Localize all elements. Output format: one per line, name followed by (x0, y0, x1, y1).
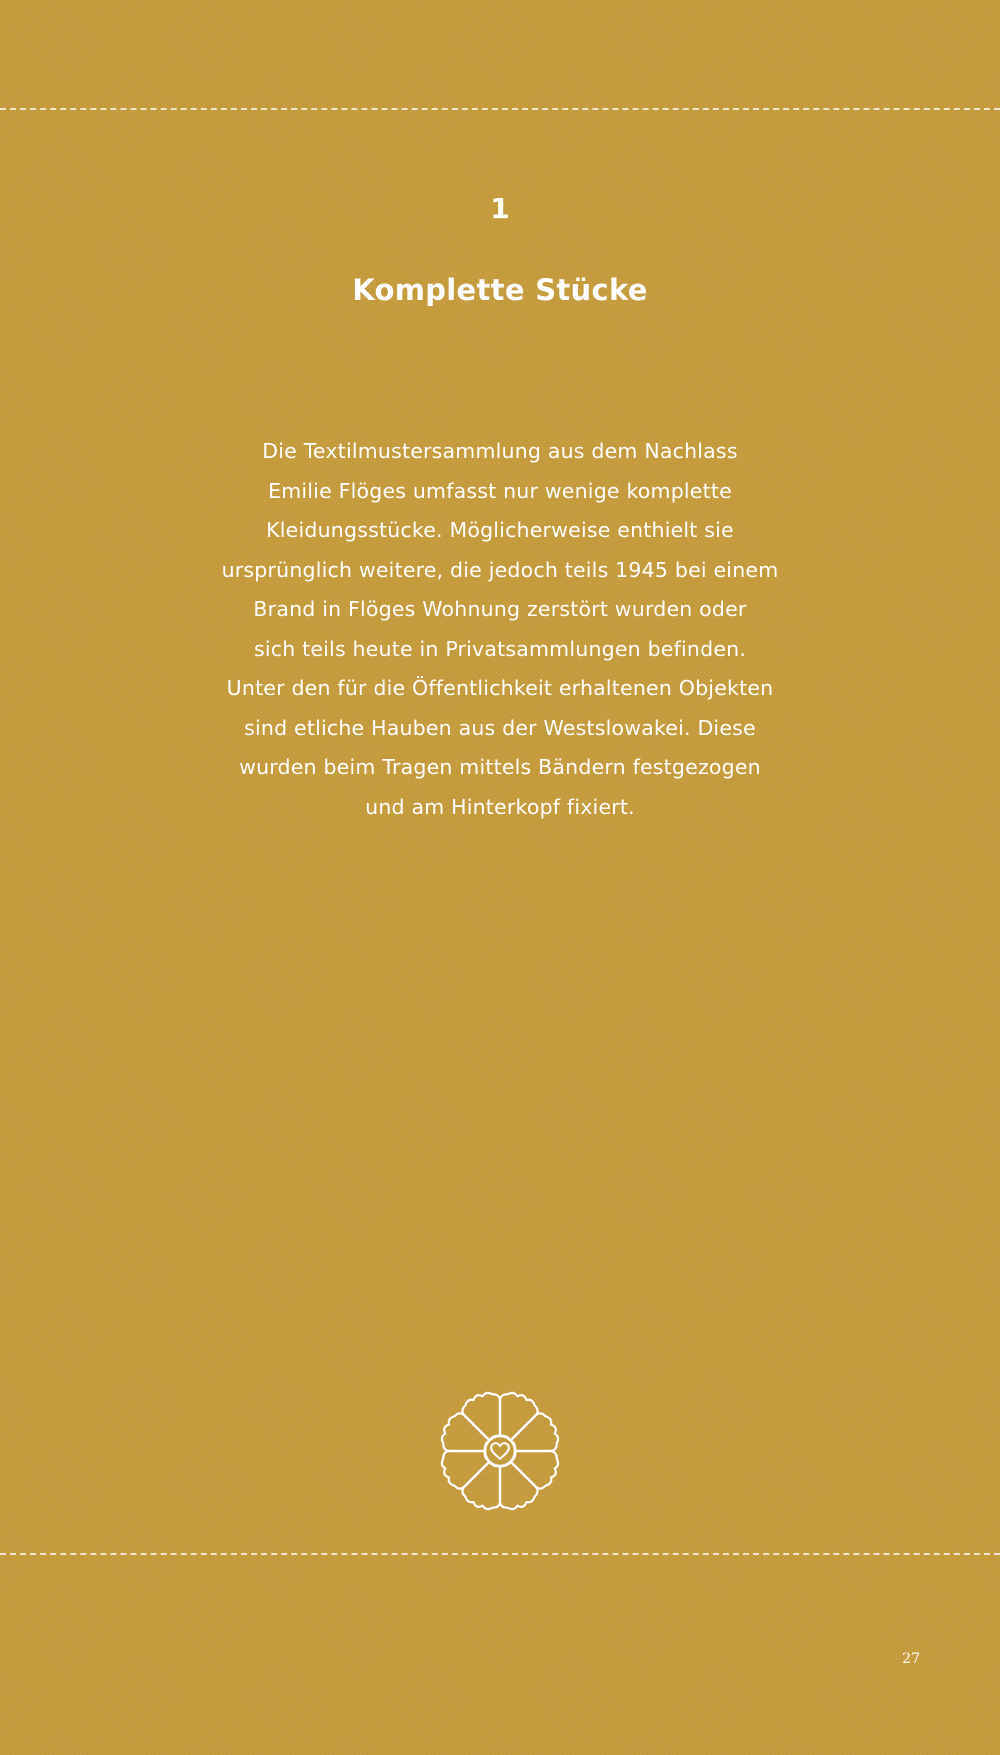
body-line: und am Hinterkopf fixiert. (365, 794, 635, 819)
chapter-title: Komplette Stücke (352, 273, 648, 307)
body-line: Unter den für die Öffentlichkeit erhaltenen Objekten (226, 676, 774, 700)
body-paragraph (150, 432, 850, 827)
body-line: Die Textilmustersammlung aus dem Nachlass (262, 439, 738, 463)
body-line: sich teils heute in Privatsammlungen befinden. (253, 636, 747, 661)
body-line: sind etliche Hauben aus der Westslowakei. Diese (244, 715, 756, 740)
body-line: Brand in Flöges Wohnung zerstört wurden oder (253, 597, 747, 621)
chapter-number: 1 (490, 192, 510, 225)
bottom-dashed-divider (0, 1553, 1000, 1555)
page-number: 27 (902, 1651, 920, 1667)
body-line: wurden beim Tragen mittels Bändern festgezogen (239, 755, 761, 779)
body-line: ursprünglich weitere, die jedoch teils 1945 bei einem (221, 557, 779, 582)
body-line: Emilie Flöges umfasst nur wenige komplette (268, 478, 732, 503)
top-dashed-divider (0, 108, 1000, 110)
body-line: Kleidungsstücke. Möglicherweise enthielt sie (266, 518, 734, 542)
flower-heart-icon (431, 1382, 569, 1520)
